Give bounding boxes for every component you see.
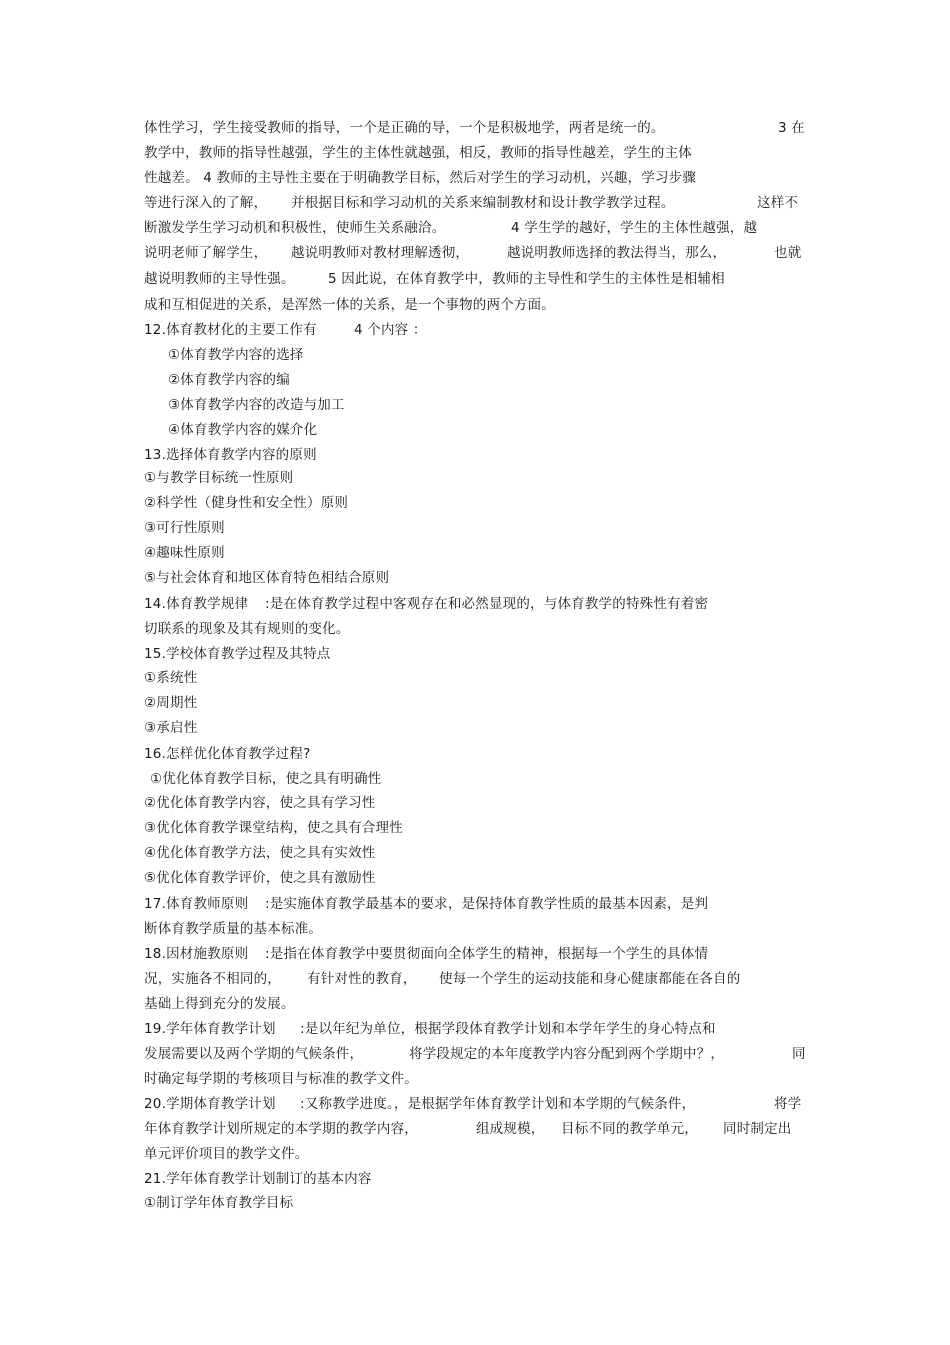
text-line: 3 在	[778, 120, 805, 136]
text-line: 断体育教学质量的基本标准。	[144, 921, 323, 937]
text-line: 也就	[774, 245, 802, 261]
section-heading: 17.体育教师原则	[144, 896, 249, 912]
text-line: 将学段规定的本年度教学内容分配到两个学期中？，	[409, 1046, 725, 1062]
text-line: 4 学生学的越好，学生的主体性越强，越	[511, 220, 758, 236]
text-line: 越说明教师选择的教法得当，那么，	[507, 245, 727, 261]
text-line: 年体育教学计划所规定的本学期的教学内容，	[144, 1121, 418, 1137]
text-line: 目标不同的教学单元，	[561, 1121, 698, 1137]
text-line: 切联系的现象及其有规则的变化。	[144, 621, 350, 637]
text-line: 性越差。 4 教师的主导性主要在于明确教学目标，然后对学生的学习动机，兴趣，学习步骤	[144, 170, 697, 186]
text-line: 越说明教师的主导性强。	[144, 271, 295, 287]
text-line: :是在体育教学过程中客观存在和必然显现的，与体育教学的特殊性有着密	[265, 596, 709, 612]
text-line: 使每一个学生的运动技能和身心健康都能在各自的	[439, 971, 741, 987]
list-item: ①体育教学内容的选择	[168, 347, 304, 363]
text-line: 等进行深入的了解，	[144, 195, 268, 211]
list-item: ③承启性	[144, 720, 198, 736]
list-item: ②体育教学内容的编	[168, 372, 290, 388]
section-heading: 19.学年体育教学计划	[144, 1021, 276, 1037]
list-item: ①制订学年体育教学目标	[144, 1195, 294, 1211]
section-heading: 4 个内容 ：	[354, 322, 427, 338]
text-line: 有针对性的教育，	[307, 971, 417, 987]
section-heading: 15.学校体育教学过程及其特点	[144, 646, 331, 662]
list-item: ⑤与社会体育和地区体育特色相结合原则	[144, 570, 390, 586]
section-heading: 12.体育教材化的主要工作有	[144, 322, 317, 338]
list-item: ①系统性	[144, 670, 198, 686]
list-item: ④趣味性原则	[144, 545, 225, 561]
text-line: 说明老师了解学生，	[144, 245, 268, 261]
list-item: ②优化体育教学内容，使之具有学习性	[144, 795, 376, 811]
text-line: 同时制定出	[723, 1121, 792, 1137]
text-line: 基础上得到充分的发展。	[144, 996, 295, 1012]
list-item: ②周期性	[144, 695, 198, 711]
list-item: ①与教学目标统一性原则	[144, 470, 294, 486]
text-line: 单元评价项目的教学文件。	[144, 1146, 309, 1162]
section-heading: 21.学年体育教学计划制订的基本内容	[144, 1171, 372, 1187]
list-item: ①优化体育教学目标，使之具有明确性	[150, 771, 382, 787]
list-item: ③优化体育教学课堂结构，使之具有合理性	[144, 820, 403, 836]
text-line: :是实施体育教学最基本的要求，是保持体育教学性质的最基本因素，是判	[265, 896, 709, 912]
list-item: ⑤优化体育教学评价，使之具有激励性	[144, 870, 376, 886]
text-line: 教学中，教师的指导性越强，学生的主体性就越强，相反，教师的指导性越差，学生的主体	[144, 145, 692, 161]
list-item: ④体育教学内容的媒介化	[168, 422, 318, 438]
text-line: 组成规模，	[476, 1121, 545, 1137]
section-heading: 14.体育教学规律	[144, 596, 249, 612]
list-item: ③可行性原则	[144, 520, 225, 536]
text-line: 成和互相促进的关系，是浑然一体的关系，是一个事物的两个方面。	[144, 297, 555, 313]
section-heading: 18.因材施教原则	[144, 946, 249, 962]
text-line: 体性学习，学生接受教师的指导，一个是正确的导，一个是积极地学，两者是统一的。	[144, 120, 665, 136]
text-line: 5 因此说，在体育教学中，教师的主导性和学生的主体性是相辅相	[328, 271, 725, 287]
section-heading: 16.怎样优化体育教学过程?	[144, 746, 311, 762]
list-item: ②科学性（健身性和安全性）原则	[144, 495, 349, 511]
list-item: ③体育教学内容的改造与加工	[168, 397, 345, 413]
text-line: 况，实施各不相同的，	[144, 971, 281, 987]
text-line: :是以年纪为单位，根据学段体育教学计划和本学年学生的身心特点和	[300, 1021, 716, 1037]
text-line: 将学	[774, 1096, 802, 1112]
text-line: 越说明教师对教材理解透彻，	[291, 245, 470, 261]
text-line: 同	[792, 1046, 806, 1062]
section-heading: 20.学期体育教学计划	[144, 1096, 276, 1112]
section-heading: 13.选择体育教学内容的原则	[144, 447, 317, 463]
text-line: 断激发学生学习动机和积极性，使师生关系融洽。	[144, 220, 446, 236]
text-line: :是指在体育教学中要贯彻面向全体学生的精神，根据每一个学生的具体情	[265, 946, 709, 962]
text-line: 时确定每学期的考核项目与标准的教学文件。	[144, 1071, 418, 1087]
text-line: 发展需要以及两个学期的气候条件，	[144, 1046, 364, 1062]
text-line: 并根据目标和学习动机的关系来编制教材和设计教学教学过程。	[291, 195, 675, 211]
text-line: 这样不	[757, 195, 799, 211]
text-line: :又称教学进度。，是根据学年体育教学计划和本学期的气候条件，	[300, 1096, 696, 1112]
list-item: ④优化体育教学方法，使之具有实效性	[144, 845, 376, 861]
